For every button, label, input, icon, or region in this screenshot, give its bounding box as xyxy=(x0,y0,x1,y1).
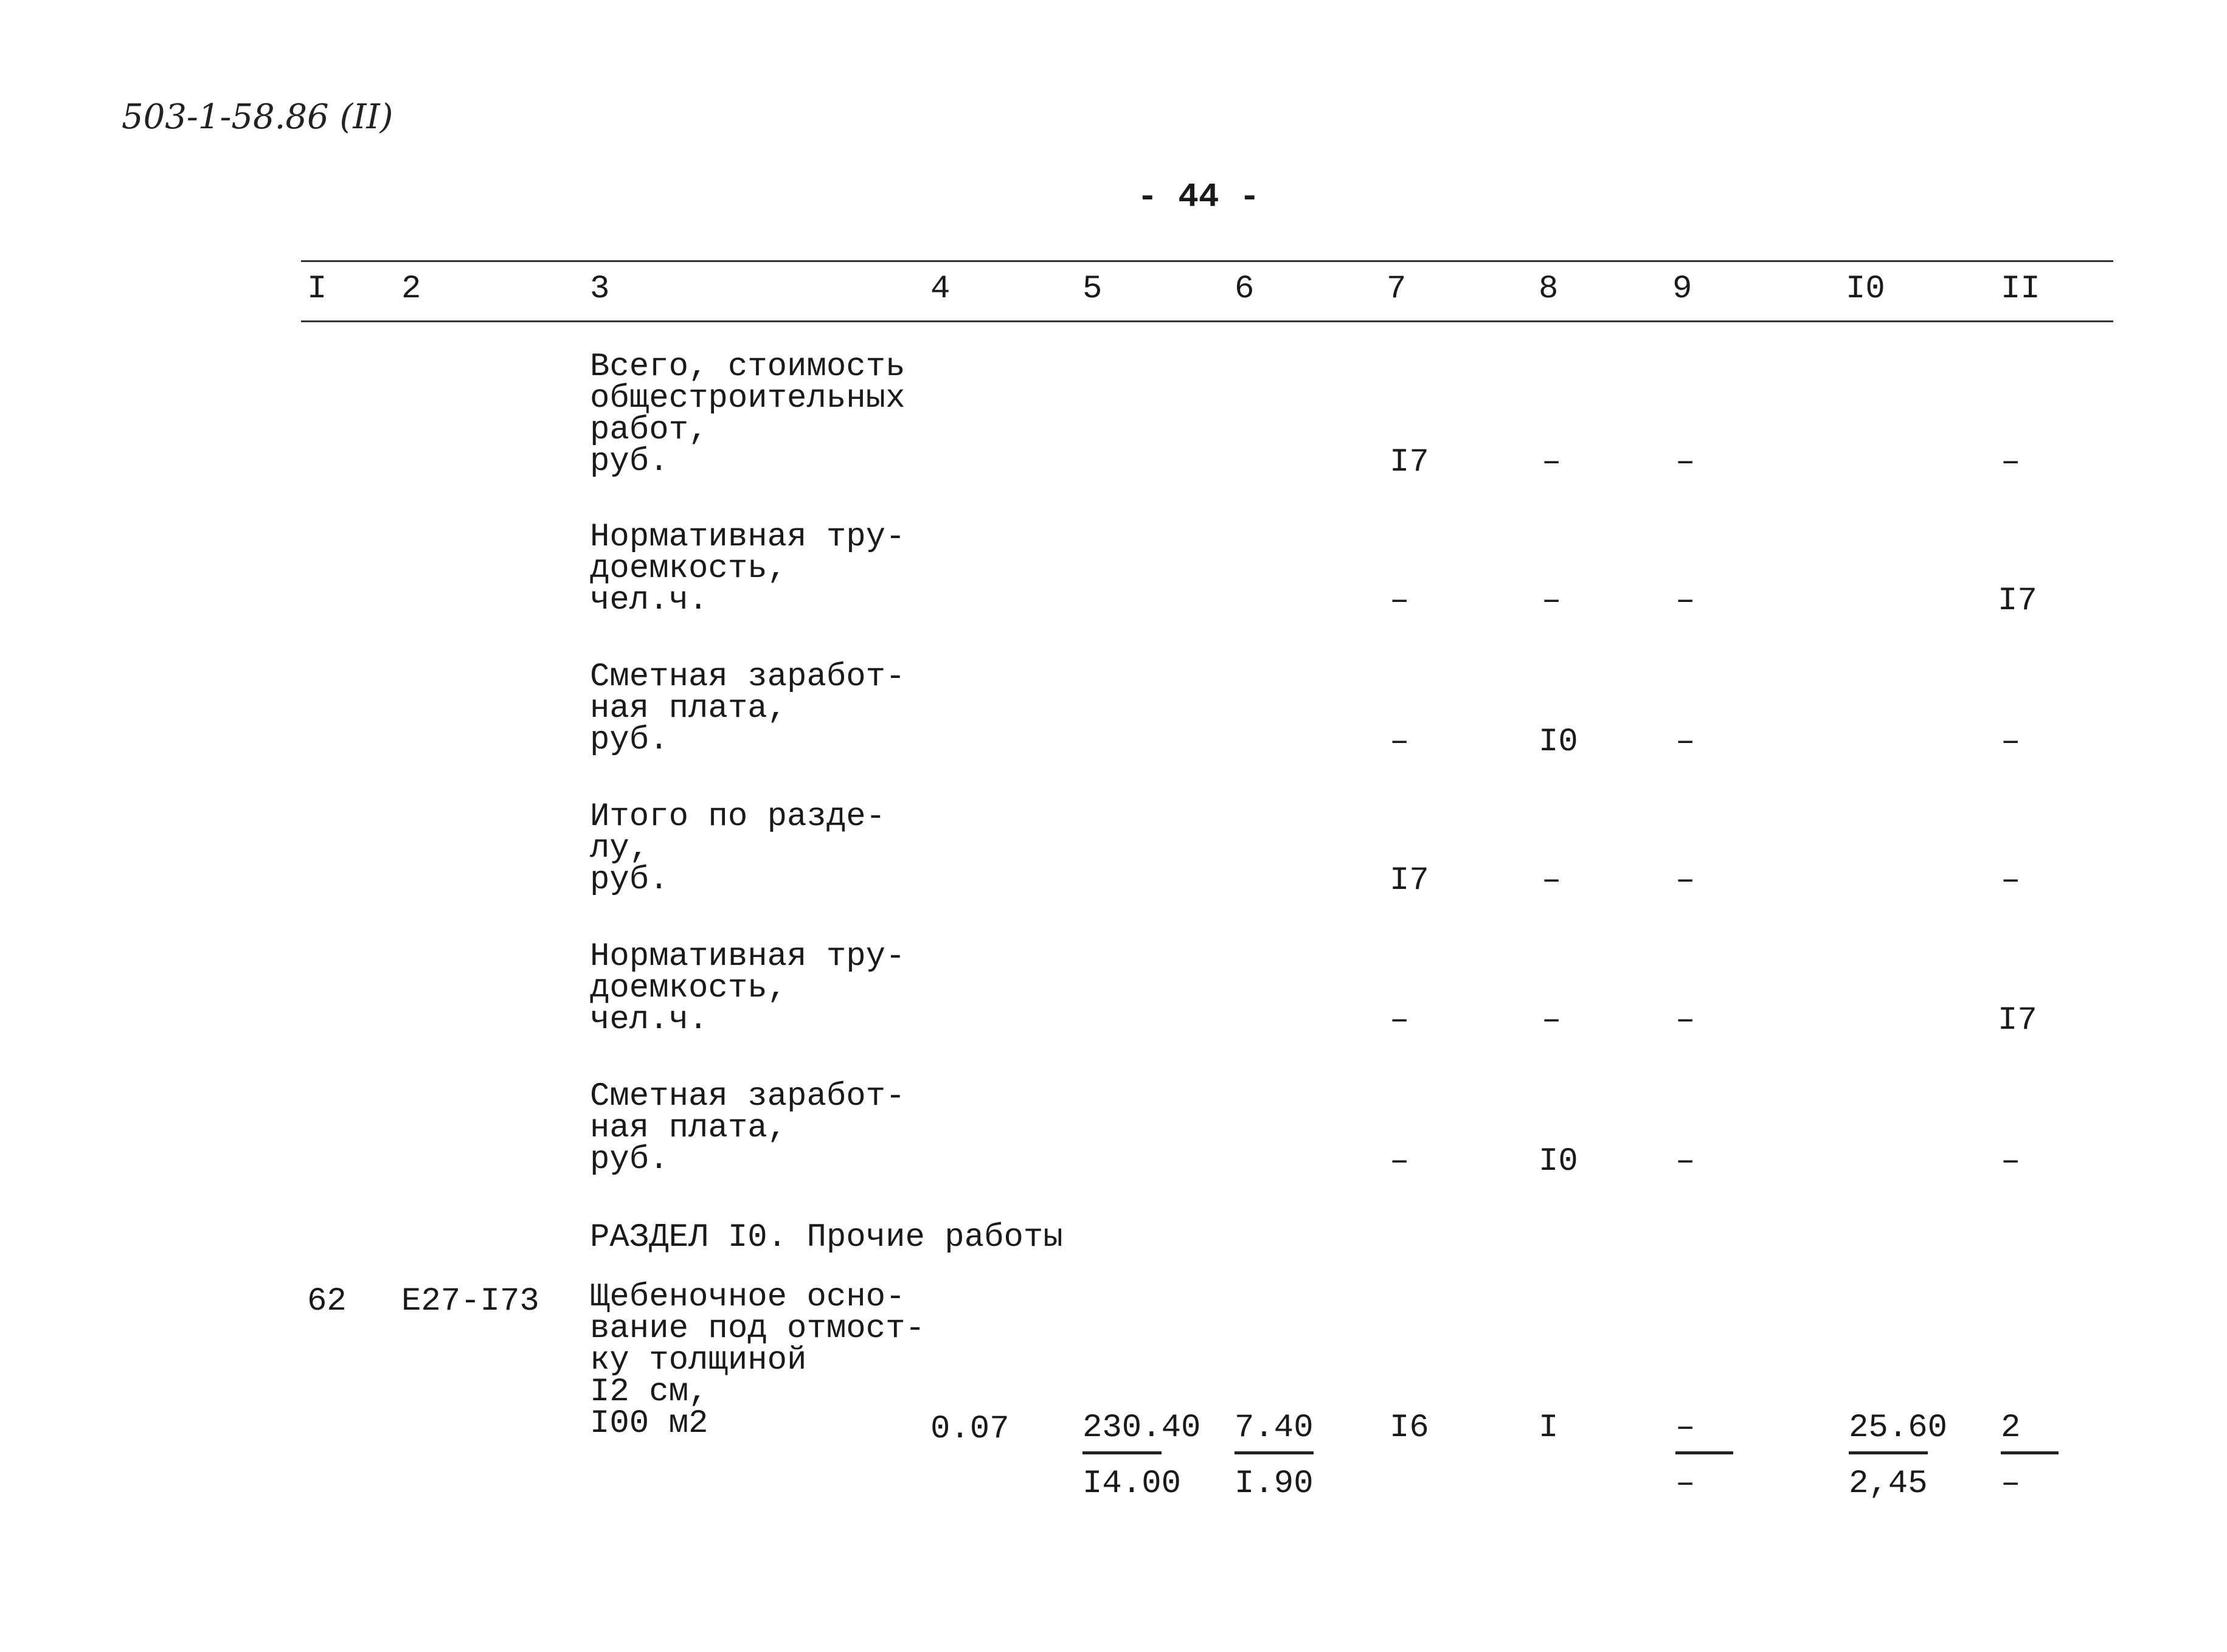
cell-col9: – xyxy=(1675,582,1695,620)
cell-col7: I7 xyxy=(1390,444,1429,481)
row-label: Нормативная тру- доемкость, чел.ч. xyxy=(590,519,906,619)
header-bottom-rule xyxy=(301,320,2113,322)
cell-col11: – xyxy=(2001,444,2021,481)
cell-col11: I7 xyxy=(1998,582,2037,620)
col-header-4: 4 xyxy=(930,271,951,308)
item-col10-fraction xyxy=(1849,1409,1947,1502)
col5-top: 230.40 xyxy=(1082,1409,1201,1446)
cell-col9: – xyxy=(1675,724,1695,761)
col10-top: 25.60 xyxy=(1849,1409,1948,1446)
cell-col11: I7 xyxy=(1998,1002,2037,1039)
row-label: Сметная заработ- ная плата, руб. xyxy=(590,658,906,759)
item-qty: 0.07 xyxy=(930,1411,1010,1448)
cell-col11: – xyxy=(2001,724,2021,761)
fraction-bar xyxy=(2001,1451,2059,1454)
cell-col8: – xyxy=(1542,444,1562,481)
fraction-bar xyxy=(1082,1451,1162,1454)
col-header-11: II xyxy=(2001,271,2040,308)
item-col7: I6 xyxy=(1390,1409,1429,1446)
col-header-1: I xyxy=(307,271,327,308)
item-code: Е27-I73 xyxy=(401,1283,539,1320)
cell-col8: – xyxy=(1542,1002,1562,1039)
col11-top: 2 xyxy=(2001,1409,2021,1446)
item-col11-fraction xyxy=(2001,1409,2059,1502)
fraction-bar xyxy=(1849,1451,1928,1454)
col-header-3: 3 xyxy=(590,271,610,308)
cell-col8: I0 xyxy=(1539,1143,1578,1180)
page-number: - 44 - xyxy=(1137,178,1260,216)
cell-col7: – xyxy=(1390,1002,1410,1039)
header-top-rule xyxy=(301,260,2113,262)
item-label: Щебеночное осно- вание под отмост- ку толщиной I2 см, I00 м2 xyxy=(590,1279,925,1442)
section-title: РАЗДЕЛ I0. Прочие работы xyxy=(590,1219,1063,1256)
col10-bottom: 2,45 xyxy=(1849,1465,1928,1502)
row-label: Итого по разде- лу, руб. xyxy=(590,798,886,899)
cell-col8: – xyxy=(1542,582,1562,620)
cell-col11: – xyxy=(2001,1143,2021,1180)
row-label: Сметная заработ- ная плата, руб. xyxy=(590,1078,906,1178)
cell-col7: – xyxy=(1390,724,1410,761)
cell-col8: I0 xyxy=(1539,724,1578,761)
cell-col11: – xyxy=(2001,862,2021,899)
col5-bottom: I4.00 xyxy=(1082,1465,1182,1502)
cell-col7: I7 xyxy=(1390,862,1429,899)
col6-top: 7.40 xyxy=(1235,1409,1314,1446)
cell-col7: – xyxy=(1390,582,1410,620)
document-code: 503-1-58.86 (II) xyxy=(122,97,393,137)
col11-bottom: – xyxy=(2001,1465,2021,1502)
row-label: Всего, стоимость общестроительных работ, руб. xyxy=(590,348,906,480)
col-header-6: 6 xyxy=(1235,271,1255,308)
fraction-bar xyxy=(1235,1451,1314,1454)
cell-col9: – xyxy=(1675,862,1695,899)
col-header-8: 8 xyxy=(1539,271,1559,308)
cell-col9: – xyxy=(1675,1143,1695,1180)
item-col8: I xyxy=(1539,1409,1559,1446)
row-label: Нормативная тру- доемкость, чел.ч. xyxy=(590,938,906,1039)
cell-col7: – xyxy=(1390,1143,1410,1180)
col9-bottom: – xyxy=(1675,1465,1695,1502)
col9-top: – xyxy=(1675,1409,1695,1446)
cell-col8: – xyxy=(1542,862,1562,899)
item-col6-fraction xyxy=(1235,1409,1314,1502)
cell-col9: – xyxy=(1675,444,1695,481)
col-header-10: I0 xyxy=(1846,271,1885,308)
col-header-2: 2 xyxy=(401,271,421,308)
col6-bottom: I.90 xyxy=(1235,1465,1314,1502)
col-header-7: 7 xyxy=(1387,271,1407,308)
col-header-9: 9 xyxy=(1672,271,1692,308)
item-col9-fraction xyxy=(1675,1409,1733,1502)
cell-col9: – xyxy=(1675,1002,1695,1039)
item-col5-fraction xyxy=(1082,1409,1200,1502)
item-number: 62 xyxy=(307,1283,347,1320)
fraction-bar xyxy=(1675,1451,1733,1454)
col-header-5: 5 xyxy=(1082,271,1103,308)
